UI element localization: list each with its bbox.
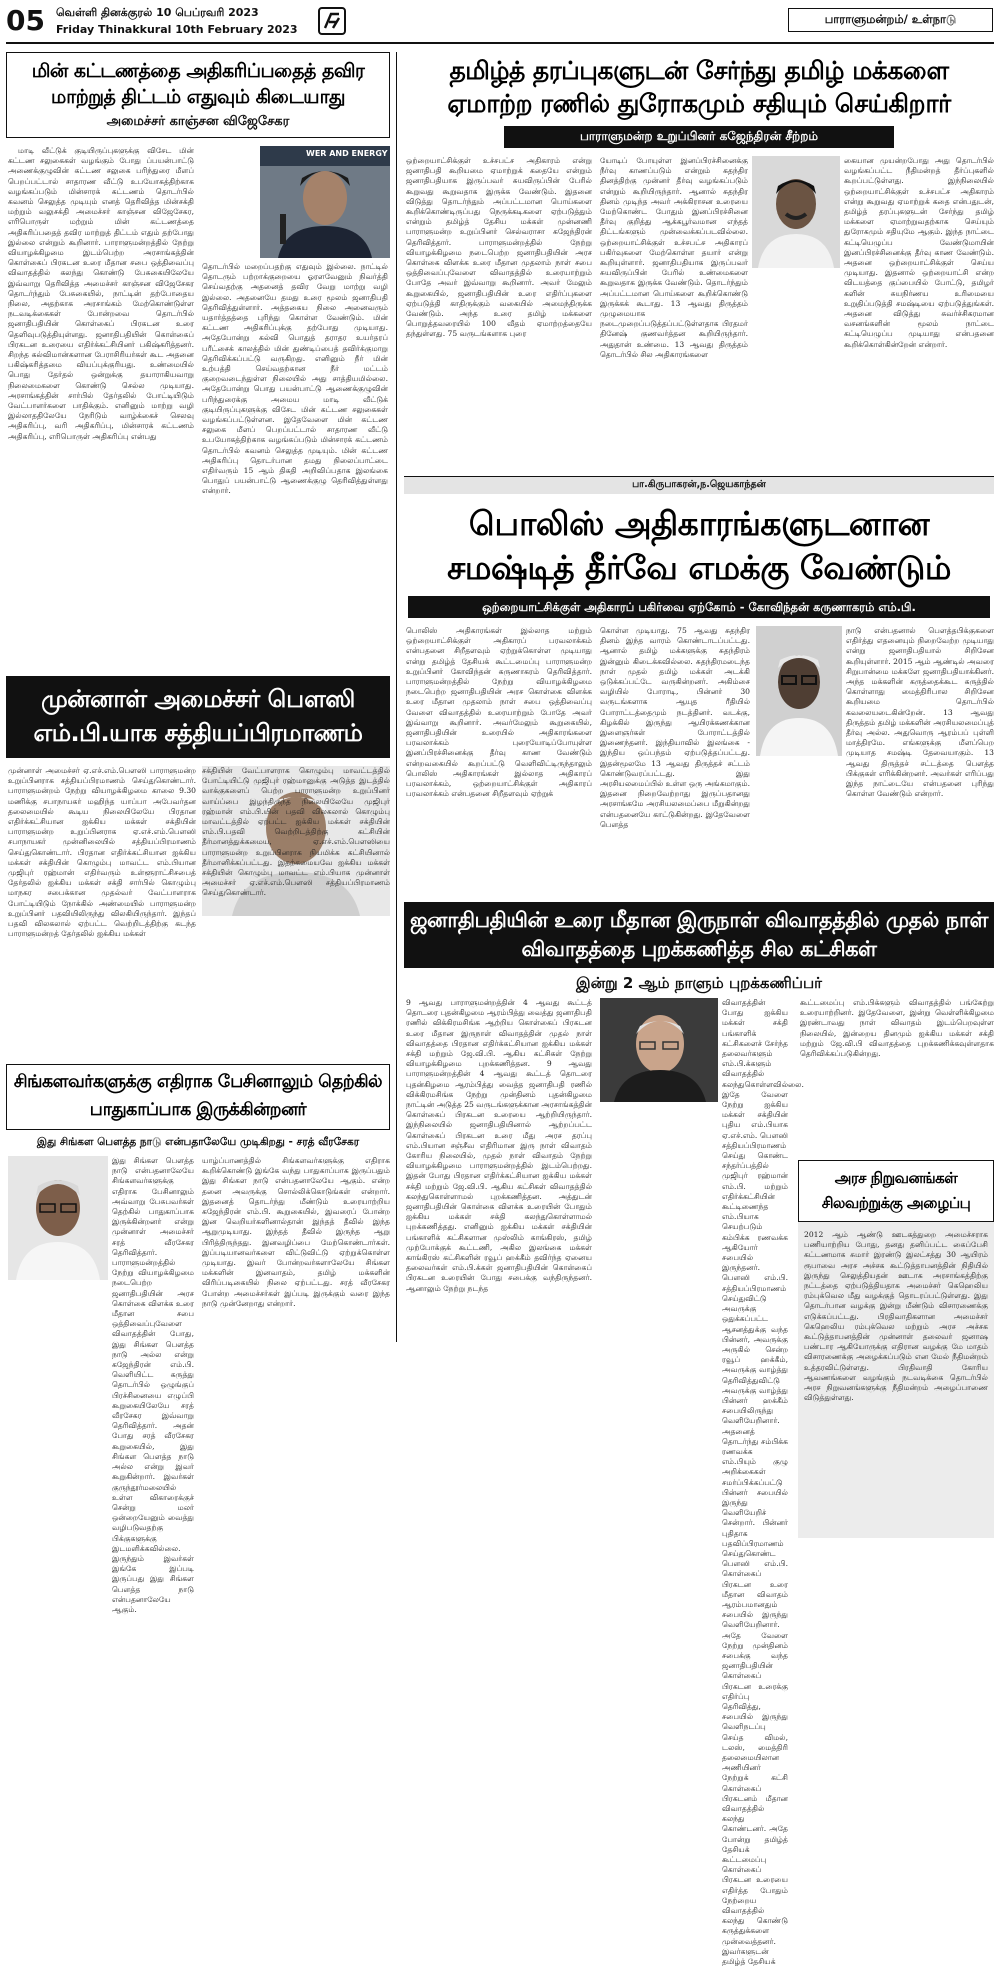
article-body-col2: யாழ்ப்பாணத்தில் சிங்களவர்களுக்கு எதிராக கூறிக்கொண்டு இங்கே வந்து பாதுகாப்பாக இருப்பதும் இது சிங்கள நாடு என்பதனாலேயே ஆகும். என்ற தனை அவருக்கு சொல்லிக்கொடுங்கள் என்றார். இதனைத் தொடர்ந்து மீண்டும் உரையாற்றிய கஜேந்திரன் எம்.பி. கூறுகையில், இவரைப் போன்ற இன வெறியர்களினால்தான் இந்தத் தீவில் இந்த ஆறுமுடியாது. இந்தத் தீவில் இருந்த ஆறு பிரித்திருந்தது. இனவழிப்பை மேற்கொண்டார்கள். இப்படியானவர்களை விட்டுவிட்டு ஏற்றுக்கொள்ள முடியாது. இவர் போன்றவர்களாலேயே சிங்கள மக்களின் இனவாதம், தமிழ் மக்களின் விரிப்படிகையில் நிலை ஏற்பட்டது. சரத் வீரசேகர போன்ற அமைச்சர்கள் இப்படி இருக்கும் வரை இந்த நாடு முன்னேறாது என்றார். — [202, 1156, 390, 1308]
header-rule — [6, 42, 994, 44]
photo-caption: WER AND ENERGY — [306, 149, 388, 158]
article-body-col1: ஒற்றையாட்சிக்குள் உச்சபட்ச அதிகாரம் என்று ஜனாதிபதி கூறியமை ஏமாற்றுக் கதையே என்றும் ஜனாதிபதியாக இருப்பவர் சுயவிருப்பின் பேரில் கூறுவது கூறுவதாக இருக்க வேண்டும். இதனை விடுத்து தொடர்ந்தும் அப்பட்டமான பொய்களை கூறிக்கொண்டிருப்பது நெருக்கடிகளை ஏற்படுத்தும் என்றும் தமிழ்த் தேசிய மக்கள் முன்னணி பாராளுமன்ற உறுப்பினர் செல்வராசா கஜேந்திரன் தெரிவித்தார். பாராளுமன்றத்தில் நேற்று வியாழக்கிழமை நடைபெற்ற ஜனாதிபதியின் அரச கொள்கை விளக்க உரை மீதான முதலாம் நாள் சபை ஒத்திவைப்புவேளை விவாதத்தில் உரையாற்றும் போதே அவர் இவ்வாறு கூறினார். அவர் மேலும் கூறுகையில், ஜனாதிபதியின் உரை எதிர்ப்புகளை ஏற்படுத்தி காதிருக்கும் வகையில் அமைந்திருக்க வேண்டும். அந்த உரை தமிழ் மக்களை பொறுத்தவரையில் 100 வீதம் ஏமாற்றத்தையே தந்துள்ளது. 75 வருடங்களாக புரை — [406, 156, 592, 339]
article-body-col2: சக்தியின் வேட்பாளராக கொழும்பு மாவட்டத்தில் போட்டியிட்டு முஜிபுர் ரஹ்மானுக்கு அடுத்த இடத்தில் வாக்குகளைப் பெற்ற பாராளுமன்ற உறுப்பினர் வாய்ப்பை இழந்திருந்த நிலையிலேயே முஜிபுர் ரஹ்மான் எம்.பி.யின் பதவி விலகலால் கொழும்பு மாவட்டத்தில் ஏற்பட்ட ஐக்கிய மக்கள் சக்தியின் எம்.பி.பதவி வெற்றிடத்திற்கு கட்சியின் தீர்மானத்துக்கமைய, ஏ.எச்.எம்.பௌஸியை பாராளுமன்ற உறுப்பினராக நியமிக்க கட்சியினால் தீர்மானிக்கப்பட்டது. இதற்கமையவே ஐக்கிய மக்கள் சக்தியின் கொழும்பு மாவட்ட எம்.பியாக முன்னாள் அமைச்சர் ஏ.எச்.எம்.பௌஸி சத்தியப்பிரமாணம் செய்துகொண்டார். — [202, 766, 390, 898]
page-number: 05 — [6, 4, 45, 37]
date-line-english: Friday Thinakkural 10th February 2023 — [56, 23, 298, 36]
article-electricity-tariff — [6, 52, 390, 667]
article-body-col1: முன்னாள் அமைச்சர் ஏ.எச்.எம்.பௌஸி பாராளுமன்ற உறுப்பினராக சத்தியப்பிரமாணம் செய்துகொண்டார். பாராளுமன்றம் நேற்று வியாழக்கிழமை காலை 9.30 மணிக்கு சபாநாயகர் மஹிந்த யாப்பா அபேவர்தன தலைமையில் கூடிய நிலையிலேயே பிரதான எதிர்க்கட்சியான ஐக்கிய மக்கள் சக்தியின் பாராளுமன்ற உறுப்பினராக ஏ.எச்.எம்.பௌஸி சபாநாயகர் முன்னிலையில் சத்தியப்பிரமாணம் செய்துகொண்டார். பிரதான எதிர்க்கட்சியான ஐக்கிய மக்கள் சக்தியின் கொழும்பு மாவட்ட எம்.பியான முஜிபுர் ரஹ்மான் எதிர்வரும் உள்ளூராட்சிசபைத் தேர்தலில் ஐக்கிய மக்கள் சக்தி சார்பில் கொழும்பு மாநகர சபைக்கான முதல்வர் வேட்பாளராக போட்டியிடும் நோக்கில் அண்மையில் பாராளுமன்ற உறுப்பினர் பதவியிலிருந்து விலகியிருந்தார். இந்தப் பதவி விலகலால் ஏற்பட்ட வெற்றிடத்திற்கு கடந்த பாராளுமன்றத் தேர்தலில் ஐக்கிய மக்கள் — [8, 766, 196, 939]
paper-logo — [317, 6, 347, 36]
article-strap: இது சிங்கள பௌத்த நாடு என்பதாலேயே முடிகிறது - சரத் வீரசேகர — [36, 1136, 360, 1148]
author-tag: பா.கிருபாகரன்,ந.ஜெயகாந்தன் — [632, 479, 766, 490]
article-state-institutions — [798, 1160, 994, 1538]
article-gajendran — [404, 52, 994, 472]
article-karunakaram — [404, 476, 994, 896]
article-headline: தமிழ்த் தரப்புகளுடன் சேர்ந்து தமிழ் மக்களை ஏமாற்ற ரணில் துரோகமும் சதியும் செய்கிறார் — [447, 56, 951, 118]
article-body-col1: இது சிங்கள பௌத்த நாடு என்பதனாலேயே சிங்களவர்களுக்கு எதிராக பேசினாலும் அவ்வாறு பேசுபவர்கள் தெற்கில் பாதுகாப்பாக இருக்கின்றனர் என்று முன்னாள் அமைச்சர் சரத் வீரசேகர தெரிவித்தார். பாராளுமன்றத்தில் நேற்று வியாழக்கிழமை நடைபெற்ற ஜனாதிபதியின் அரச கொள்கை விளக்க உரை மீதான சபை ஒத்திவைப்புவேளை விவாதத்தின் போது, இது சிங்கள பௌத்த நாடு அல்ல என்று கஜேந்திரன் எம்.பி. வெளியிட்ட கருத்து தொடர்பில் ஒழுங்குப் பிரச்சினையை எழுப்பி கூறுகையிலேயே சரத் வீரசேகர இவ்வாறு தெரிவித்தார். அதன் போது சரத் வீரசேகர கூறுகையில், இது சிங்கள பௌத்த நாடு அல்ல என்று இவர் கூறுகின்றார். இவர்கள் குருந்தூர்மலையில் உள்ள விகாரைக்குச் சென்று மலர் ஒன்றையேனும் வைத்து வழிபடுவதற்கு பிக்குகளுக்கு இடமளிக்கவில்லை. இருந்தும் இவர்கள் இங்கே இப்படி இருப்பது இது சிங்கள பௌத்த நாடு என்பதனாலேயே ஆகும். — [112, 1156, 194, 1614]
article-body-col2: யோடிப் போயுள்ள இனப்பிரச்சினைக்கு நீர்வு காணப்படும் என்றும் கதந்திர தினத்திற்கு முன்னர் தீர்வு வழங்கப்படும் என்றும் கூறியிருந்தார். ஆனால் சுதந்திர தினம் முடிந்த அவர் அக்கிராசன உரையை மேற்கொண்ட போதும் இனப்பிரச்சினை தீர்வு குறித்து ஆக்கபூர்வமான எந்தத் திட்டங்களும் முன்வைக்கப்படவில்லை. ஒற்றையாட்சிக்குள் உச்சபட்ச அதிகாரப் பகிர்வுகளை மேற்கொள்ள தயார் என்று கூறியுள்ளார். ஜனாதிபதியாக இருப்பவர் சுயவிருப்பின் பேரில் உண்மைகளை கூறுவதாக இருக்க வேண்டும். தொடர்ந்தும் அப்பட்டமான பொய்களை கூறிக்கொண்டு இருக்கக் கூடாது. 13 ஆவது திருத்தம் முழுமையாக நடைமுறைப்படுத்தப்பட்டுள்ளதாக பிரதமர் தினேஷ் குணவர்த்தன கூறியிருந்தார். அதுதான் உண்மை. 13 ஆவது திருத்தம் தொடர்பில் சில அதிகாரங்களை — [600, 156, 748, 359]
article-body-col2: விவாதத்தின் போது ஐக்கிய மக்கள் சக்தி பங்காளிக் கட்சிகளைச் சேர்ந்த தலைவர்களும் எம்.பி.க்களும் விவாதத்தில் கலந்துகொள்ளவில்லை. இதே வேளை நேற்று ஐக்கிய மக்கள் சக்தியின் புதிய எம்.பியாக ஏ.எச்.எம். பௌஸி சத்தியப்பிரமாணம் செய்து கொண்ட சந்தர்ப்பத்தில் முஜிபுர் ரஹ்மான் எம்.பி. மற்றும் எதிர்க்கட்சியின் கூட்டிணைந்த எம்.பியாக செயற்படும் கம்பிக்க ரணவக்க ஆகியோர் சபையில் இருந்தனர். பௌஸி எம்.பி. சத்தியப்பிரமாணம் செய்துவிட்டு அவருக்கு ஒதுக்கப்பட்ட ஆசனத்துக்கு வந்த பின்னர், அவருக்கு அருகில் சென்ற ரவூப் ஹக்கீம், அவருக்கு வாழ்த்து தெரிவித்துவிட்டு அவருக்கு வாழ்த்து பின்னர் ஹக்கீம் சபையிலிருந்து வெளியேறினார். அதனைத் தொடர்ந்து சம்பிக்க ரணவக்க எம்.பியும் குழு அறிக்கைகள் சமர்ப்பிக்கப்பட்டு பின்னர் சபையில் இருந்து வெளியேறிச் சென்றார். பின்னர் புதிதாக பதவிப்பிரமாணம் செய்துகொண்ட பௌஸி எம்.பி. கொள்கைப் பிரகடன உரை மீதான விவாதம் ஆரம்பமானதும் சபையில் இருந்து வெளியேறினார். அதே வேளை நேற்று முன்தினம் சபைக்கு வந்த ஜனாதிபதியின் கொள்கைப் பிரகடன உரைக்கு எதிர்ப்பு தெரிவித்து, சபையில் இருந்து வெளிநடப்பு செய்த விமல், டலஸ், மைத்திரி தலைமையிலான அணியினர் நேற்றுக் கட்சி கொள்கைப் பிரகடனம் மீதான விவாதத்தில் கலந்து கொண்டனர். அதே போன்று தமிழ்த் தேசியக் கூட்டமைப்பு கொள்கைப் பிரகடன உரையை எதிர்த்த போதும் நேற்றைய விவாதத்தில் கலந்து கொண்டு கருத்துக்களை முன்வைத்தனர். இவர்களுடன் தமிழ்த் தேசியக் — [722, 998, 804, 1967]
article-body-col3: கூட்டமைப்பு எம்.பிக்களும் விவாதத்தில் பங்கேற்று உரையாற்றினர். இதேவேளை, இன்று வெள்ளிக்கிழமை இரண்டாவது நாள் விவாதம் இடம்பெறவுள்ள நிலையில், இன்றைய தினமும் ஐக்கிய மக்கள் சக்தி மற்றும் ஜே.வி.பி விவாதத்தை புறக்கணிக்கவுள்ளதாக தெரிவிக்கப்படுகின்றது. — [800, 998, 994, 1059]
article-body-col2: தொடர்பில் மறைப்பதற்கு எதுவும் இல்லை. நாட்டில் தொடரும் பற்றாக்குறையை ஓரளவேனும் நிவர்த்தி செய்வதற்கு அதனைத் தவிர வேறு மாற்று வழி இல்லை. அதனையே தமது உரை மூலம் ஜனாதிபதி தெரிவித்துள்ளார். அத்தகைய நிலை அனைவரும் யதார்த்தத்தை புரிந்து கொள்ள வேண்டும். மின் கட்டண அதிகரிப்புக்கு தற்போது முடியாது. அதேபோன்று கல்வி பொதுத் தராதர உயர்தரப் பரீட்சைக் காலத்தில் மின் துண்டிப்பைத் தவிர்க்குமாறு தெரிவிக்கப்பட்டு வருகிறது. எனினும் நீர் மின் உற்பத்தி செய்வதற்கான நீர் மட்டம் குறைவடைந்துள்ள நிலையில் அது சாத்தியமில்லை. அதேபோன்று பொது பயன்பாட்டு ஆணைக்குழுவின் பரிந்துரைக்கு அமைய மாடி வீட்டுக் குடியிருப்புகளுக்கு விசேட மின் கட்டண சலுகைகள் வழங்கப்பட்டுள்ளன. இதேவேளை மின் கட்டண சலுகை மீளப் பெறப்பட்டால் சாதாரண வீட்டு உபயோகத்திற்காக வழங்கப்படும் மின்சாரக் கட்டணம் தொடர்பில் கவனம் செலுத்த முடியும். மின் கட்டண அதிகரிப்பு தொடர்பான தமது நிலைப்பாட்டை எதிர்வரும் 15 ஆம் திகதி அறிவிப்பதாக இலங்கை பொதுப் பயன்பாட்டு ஆணைக்குழு தெரிவித்துள்ளது என்றார். — [202, 262, 388, 496]
article-body: 2012 ஆம் ஆண்டு ஊடகத்துறை அமைச்சராக பணியாற்றிய போது, தனது தனிப்பட்ட கைப்பேசி கட்டணமாக சுமார் இரண்டு இலட்சத்து 30 ஆயிரம் ரூபாவை அரச அச்சக கூட்டுத்தாபனத்தின் நிதியில் இருந்து செலுத்தியதன் ஊடாக அரசாங்கத்திற்கு நட்டத்தை ஏற்படுத்தியதாக அமைச்சர் கெஹெலிய ரம்புக்வெல மீது வழக்குத் தொடரப்பட்டுள்ளது. இது தொடர்பான வழக்கு இன்று மீண்டும் விசாரணைக்கு எடுக்கப்பட்டது. பிரதிவாதிகளான அமைச்சர் கெஹெலிய ரம்புக்வெல மற்றும் அரச அச்சக கூட்டுத்தாபனத்தின் முன்னாள் தலைவர் ஜனாஷ பண்டார ஆகியோருக்கு எதிரான வழக்கு மே மாதம் விசாரணைக்கு அழைக்கப்படும் என மேல் நீதிமன்றம் உத்தரவிட்டுள்ளது. பிரதிவாதி கோரிய ஆவணங்களை வழங்கும் நடவடிக்கை தொடர்பில் அரச நிறுவனங்களுக்கு நீதிமன்றம் அழைப்பாணை விடுத்துள்ளது. — [804, 1230, 988, 1403]
article-headline: ஜனாதிபதியின் உரை மீதான இருநாள் விவாதத்தில் முதல் நாள் விவாதத்தை புறக்கணித்த சில கட்சிகள் — [410, 908, 988, 961]
article-body-col3: கையான முயன்றபோது அது தொடர்பில் வழங்கப்பட்ட நீதிமன்றத் தீர்ப்புகளில் கூறப்பட்டுள்ளது. இந்நிலையில் ஒற்றையாட்சிக்குள் உச்சபட்ச அதிகாரம் என்று கூறுவது ஏமாற்றுக் கதை என்பதுடன், தமிழ்த் தரப்புகளுடன் சேர்ந்து தமிழ் மக்களை ஏமாற்றுவதற்காக செய்யும் துரோகமும் சதியுமே ஆகும். இந்த நாட்டை கட்டியெழுப்ப வேண்டுமாயின் இனப்பிரச்சினைக்கு தீர்வு காண வேண்டும். அதனை ஒற்றையாட்சிக்குள் செய்ய முடியாது. இதனால் ஒற்றையாட்சி என்ற விடயத்தை குப்பையில் போட்டு, தமிழர் களின் சுயநிர்ணய உரிமையை உறுதிப்படுத்தி சமஷ்டியை ஏற்படுத்துங்கள். அதனை விடுத்து சுவர்ச்சிகரமான வசனங்களின் மூலம் நாட்டை கட்டியெழுப்ப முடியாது என்பதனை கூறிக்கொள்கின்றேன் என்றார். — [844, 156, 994, 349]
section-label: பாராளுமன்றம்/ உள்நாடு — [788, 8, 993, 32]
article-body-col2: கொள்ள முடியாது. 75 ஆவது சுதந்திர தினம் இந்த வாரம் கொண்டாடப்பட்டது. ஆனால் தமிழ் மக்களுக்கு சுதந்திரம் இன்னும் கிடைக்கவில்லை. சுதந்திரமடைந்த நாள் முதல் தமிழ் மக்கள் அடக்கி ஒடுக்கப்பட்டே வருகின்றனர். அகிம்சை வழியில் போராடி, பின்னர் 30 வருடங்களாக ஆயுத ரீதியில் போராட்டத்தைமும் நடத்தினர். வடக்கு, கிழக்கில் இருந்து ஆயிரக்கணக்கான இளைஞர்கள் போராட்டத்தில் இணைந்தனர். இந்தியாவில் இலங்கை - இந்திய ஒப்பந்தம் ஏற்படுத்தப்பட்டது. இதன்மூலமே 13 ஆவது திருத்தச் சட்டம் கொண்டுவரப்பட்டது. இது அரசியலமைப்பில் உள்ள ஒரு அங்கமாகும். இதனை நிறைவேற்றாது இருப்பதானது அரசாங்கமே அரசியலமைப்பை மீறுகின்றது என்பதனையே காட்டுகின்றது. இதேவேளை பௌத்த — [600, 626, 750, 829]
article-headline: பொலிஸ் அதிகாரங்களுடனான சமஷ்டித் தீர்வே எமக்கு வேண்டும் — [447, 504, 951, 587]
article-headline: அரச நிறுவனங்கள் சிலவற்றுக்கு அழைப்பு — [821, 1169, 971, 1212]
page-header — [0, 0, 1000, 45]
article-strap: ஒற்றையாட்சிக்குள் அதிகாரப் பகிர்வை ஏற்கோம் - கோவிந்தன் கருணாகரம் எம்.பி. — [482, 600, 916, 614]
article-body-col1: மாடி வீட்டுக் குடியிருப்புகளுக்கு விசேட மின் கட்டண சலுகைகள் வழங்கும் போது ப்பயன்பாட்டு அணைக்குழுவின் கட்டண சலுகை பரிந்துரை மீளப் பெறப்பட்டால் சாதாரண வீட்டு உபயோகத்திற்காக வழங்கப்படும் மின்சாரக் கட்டணம் தொடர்பில் கவனம் செலுத்த முடியும் எனத் தெரிவித்த மின்சக்தி மற்றும் வலுசக்தி அமைச்சர் காஞ்சன விஜேசேகர, எரிபொருள் மற்றும் மின் கட்டணத்தை அதிகரிப்பதைத் தவிர மாற்றுத் திட்டம் எதும் தற்போது இல்லை என்றும் கூறினார். பாராளுமன்றத்தில் நேற்று வியாழக்கிழமை இடம்பெற்ற அரசாங்கத்தின் கொள்கைப் பிரகடன உரை மீதான சபை ஒத்திவைப்பு விவாதத்தில் கலந்து கொண்டு பேசுகையிலேயே இவ்வாறு தெரிவித்த அமைச்சர் காஞ்சன விஜேசேகர தொடர்ந்தும் பேசுகையில், நாட்டின் தற்போதைய நிலை, அதற்காக அரசாங்கம் மேற்கொண்டுள்ள நடவடிக்கைகள் போன்றவை தொடர்பில் ஜனாதிபதியின் கொள்கைப் பிரகடன உரை தெளிவுபடுத்தியுள்ளது. ஜனாதிபதியின் கொள்கைப் பிரகடன உரையை எதிர்க்கட்சியினர் பகிஷ்கரித்தனர். சிறந்த கல்விமான்களான பேராசிரியர்கள் கூட அதனை பகிஷ்கரித்தமை வியப்புக்குரியது. உண்மையில் பொது தேர்தல் ஒன்றுக்கு தயாராகியவாறு நிலைமைகளை கொண்டு செல்ல முடியாது. அரசாங்கத்தின் சார்பில் தேர்தலில் போட்டியிடும் வேட்பாளர்களை பாதிக்கும். எனினும் மாற்று வழி இல்லாததிலேயே நேரிடும் வாழ்க்கைச் செலவு அதிகரிப்பு, வரி அதிகரிப்பு, மின்சாரக் கட்டணம் அதிகரிப்பு, எரிபொருள் அதிகரிப்பு என்பது — [8, 146, 194, 441]
article-weerasekara — [6, 1064, 390, 1614]
article-subhead: இன்று 2 ஆம் நாளும் புறக்கணிப்பர் — [576, 974, 822, 992]
gajendran-portrait-photo — [752, 156, 840, 268]
article-headline: சிங்களவர்களுக்கு எதிராக பேசினாலும் தெற்கில் பாதுகாப்பாக இருக்கின்றனர் — [13, 1072, 383, 1120]
article-headline: மின் கட்டணத்தை அதிகரிப்பதைத் தவிர மாற்றுத் திட்டம் எதுவும் கிடையாது — [31, 60, 365, 108]
karunakaram-portrait-photo — [756, 626, 842, 756]
article-body-col3: நாடு என்பதனால் பௌத்தபிக்குகளை எதிர்த்து எதனையும் நிறைவேற்ற முடியாது என்று ஜனாதிபதியால் சிறிசேன கூறியுள்ளார். 2015 ஆம் ஆண்டில் அவரை சிறுபான்மை மக்களே ஜனாதிபதியாக்கினர். அந்த மக்களின் கருத்தைக்கூட கருத்தில் கொள்ளாது மைத்திரிபால சிறிசேன கூறியமை தொடர்பில் கவலையடைகின்றேன். 13 ஆவது திருத்தம் தமிழ் மக்களின் அரசியலமைப்புத் தீர்வு அல்ல. அதுவொரு ஆரம்பப் புள்ளி மாத்திரமே. எங்களுக்கு மீளப்பெற முடியாத சமஷ்டி தேவையாகும். 13 ஆவது திருத்தச் சட்டத்தை பௌத்த பிக்குகள் எரிக்கின்றனர். அவர்கள் எரிப்பது இந்த நாட்டையே என்பதனை புரிந்து கொள்ள வேண்டும் என்றார். — [846, 626, 994, 799]
column-divider — [396, 52, 397, 1342]
article-body-col1: 9 ஆவது பாராளுமன்றத்தின் 4 ஆவது கூட்டத் தொடரை புதன்கிழமை ஆரம்பித்து வைத்து ஜனாதிபதி ரணில் விக்கிரமசிங்க ஆற்றிய கொள்கைப் பிரகடன உரை மீதான இருநாள் விவாதத்தின் முதல் நாள் விவாதத்தை பிரதான எதிர்க்கட்சியான ஐக்கிய மக்கள் சக்தி மற்றும் ஜே.வி.பி. ஆகிய கட்சிகள் நேற்று வியாழக்கிழமை புறக்கணித்தன. 9 ஆவது பாராளுமன்றத்தின் 4 ஆவது கூட்டத் தொடரை புதன்கிழமை ஆரம்பித்து வைத்த ஜனாதிபதி ரணில் விக்கிரமசிங்க நேற்று முன்தினம் புதன்கிழமை நாட்டின் அடுத்த 25 வருடங்களுக்கான அரசாங்கத்தின் கொள்கைப் பிரகடன உரையை ஆற்றியிருந்தார். இந்நிலையில் ஜனாதிபதியினால் ஆற்றப்பட்ட கொள்கைப் பிரகடன உரை மீது அரச தரப்பு எம்.பியான சஞ்சீவ எதிரிமான இரு நாள் விவாதம் கோரிய நிலையில், முதல் நாள் விவாதம் நேற்று வியாழக்கிழமை பாராளுமன்றத்தில் இடம்பெற்றது. இதன் போது பிரதான எதிர்க்கட்சியான ஐக்கிய மக்கள் சக்தி மற்றும் ஜே.வி.பி. ஆகிய கட்சிகள் விவாதத்தில் கலந்துகொள்ளாமல் புறக்கணித்தன. அத்துடன் ஜனாதிபதியின் கொள்கை விளக்க உரையின் போதும் ஐக்கிய மக்கள் சக்தி கலந்துகொள்ளாமல் புறக்கணித்தது. எனினும் ஐக்கிய மக்கள் சக்தியின் பங்காளிக் கட்சிகளான முஸ்லிம் காங்கிரஸ், தமிழ் முற்போக்குக் கூட்டணி, அகில இலங்கை மக்கள் காங்கிரஸ் கட்சிகளின் ரவூப் ஹக்கீம் தவிர்ந்த ஏனைய தலைவர்கள் எம்.பி.க்கள் ஜனாதிபதியின் கொள்கைப் பிரகடன உரையின் போது சபைக்கு வந்திருந்தனர். ஆனாலும் நேற்று நடந்த — [406, 998, 592, 1293]
date-line-tamil: வெள்ளி தினக்குரல் 10 பெப்ரவரி 2023 — [56, 6, 259, 19]
article-body-col1: பொலிஸ் அதிகாரங்கள் இல்லாத மற்றும் ஒற்றையாட்சிக்குள் அதிகாரப் பரவலாக்கம் என்பதனை சிறீதளவும் ஏற்றுக்கொள்ள முடியாது என்று தமிழ்த் தேசியக் கூட்டமைப்பு பாராளுமன்ற உறுப்பினர் கோவிந்தன் கருணாகரம் தெரிவித்தார். பாராளுமன்றத்தில் நேற்று வியாழக்கிழமை நடைபெற்ற ஜனாதிபதியின் அரச கொள்கை விளக்க உரை மீதான முதலாம் நாள் சபை ஒத்திவைப்பு வேளை விவாதத்தில் உரையாற்றும் போதே அவர் இவ்வாறு கூறினார். அவர்மேலும் கூறுகையில், ஜனாதிபதியின் உரையில் அதிகாரங்களை பரவலாக்கம் புரையோடிப்போயுள்ள இனப்பிரச்சினைக்கு தீர்வு காண வேண்டும் என்றவகையில் கூறப்பட்டு வெளிவிட்டிருந்தாலும் பொலிஸ் அதிகாரங்கள் இல்லாத அதிகாரப் பரவலாக்கம், ஒற்றையாட்சிக்குள் அதிகாரப் பரவலாக்கம் என்பதனை சிறீதளவும் ஏற்றுக் — [406, 626, 592, 799]
minister-portrait-photo — [260, 146, 390, 258]
article-byline: அமைச்சர் காஞ்சன விஜேசேகர — [106, 114, 290, 129]
article-strap: பாராளுமன்ற உறுப்பினர் கஜேந்திரன் சீற்றம் — [579, 129, 819, 143]
article-headline: முன்னாள் அமைச்சர் பௌஸி எம்.பி.யாக சத்தியப்பிரமாணம் — [33, 685, 363, 747]
article-fowzie-oath — [6, 676, 390, 1058]
